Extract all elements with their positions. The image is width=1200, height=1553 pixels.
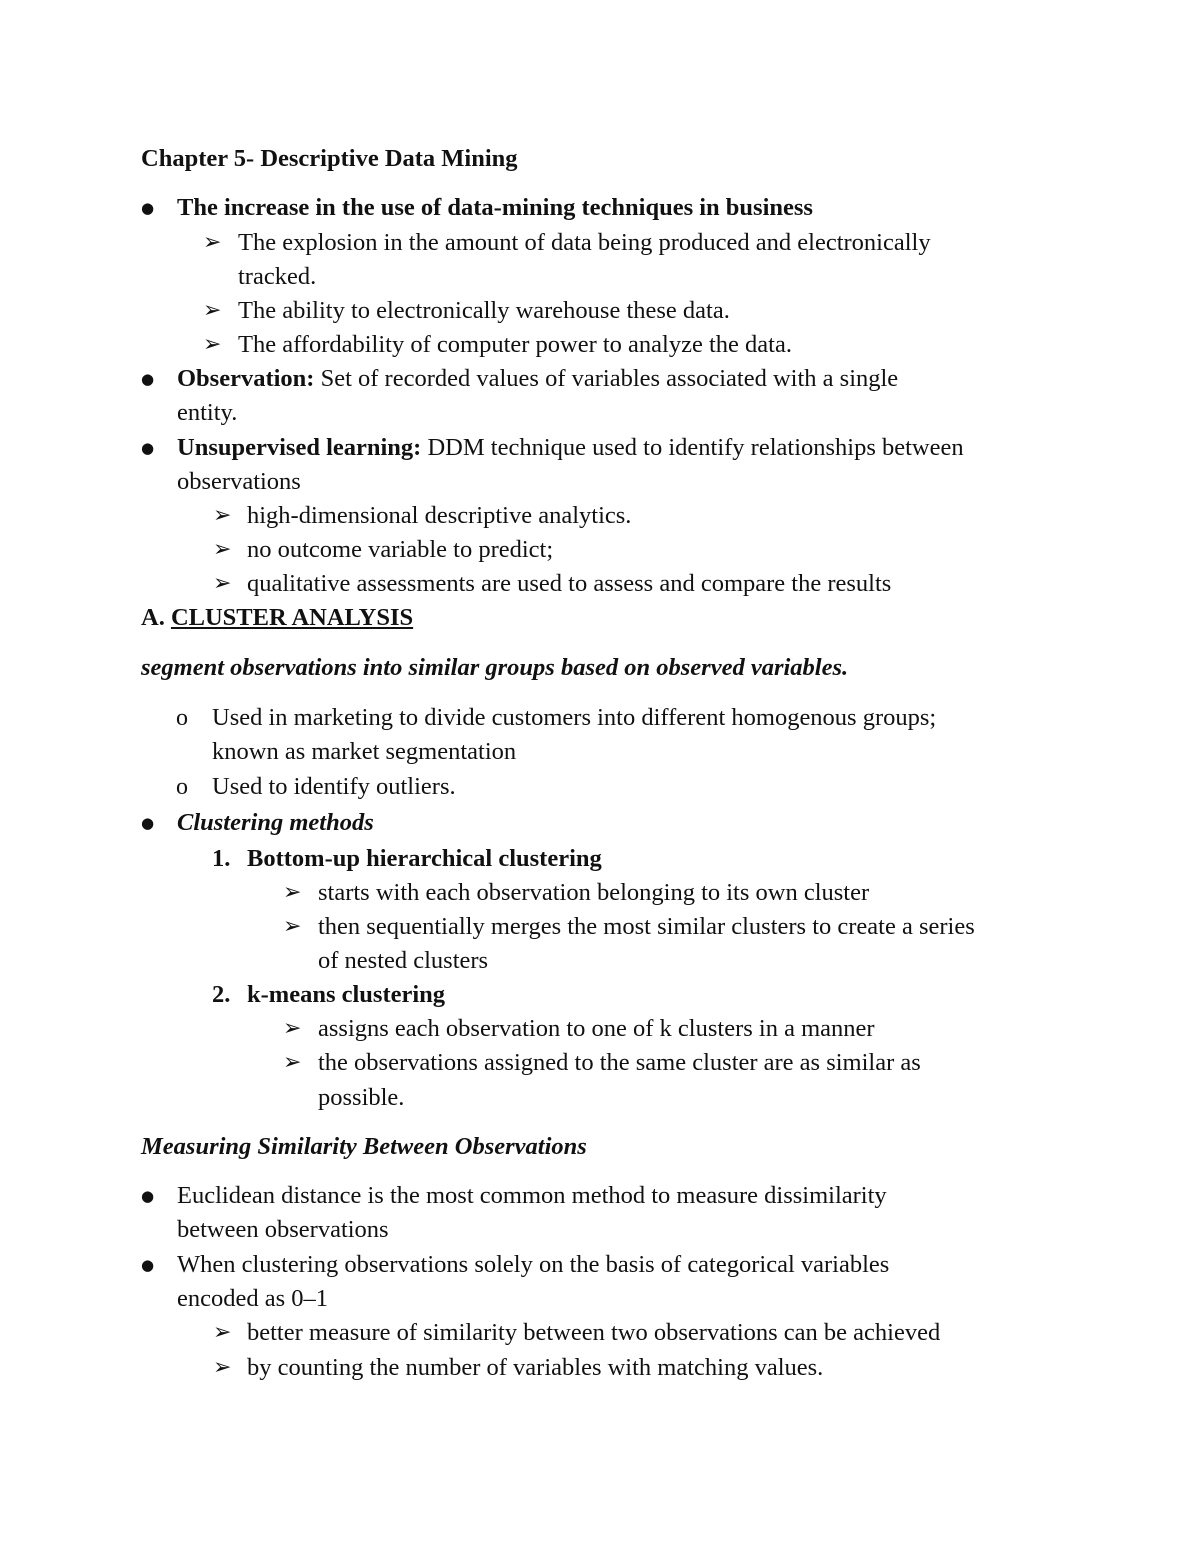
method-point: starts with each observation belonging to its own cluster [318,879,870,906]
unsupervised-point: no outcome variable to predict; [247,536,554,563]
method-point: assigns each observation to one of k clusters in a manner [318,1015,875,1042]
arrow-bullet-icon: ➢ [213,1320,232,1345]
observation-text: Set of recorded values of variables associated with a single [314,365,899,392]
similarity-bullet: Euclidean distance is the most common method to measure dissimilarity [177,1182,887,1209]
method-name: Bottom-up hierarchical clustering [247,845,602,872]
observation-definition [177,362,898,396]
page-title: Chapter 5- Descriptive Data Mining [141,145,518,172]
unsupervised-point: high-dimensional descriptive analytics. [247,502,632,529]
use-item: Used in marketing to divide customers into different homogenous groups; [212,704,937,731]
section-title: CLUSTER ANALYSIS [170,604,414,631]
bullet-icon: ● [141,370,155,388]
bullet-icon: ● [141,199,155,217]
intro-point: The explosion in the amount of data being produced and electronically [238,229,931,256]
unsupervised-point: qualitative assessments are used to assess and compare the results [247,570,892,597]
method-number: 2. [212,981,231,1008]
arrow-bullet-icon: ➢ [203,230,222,255]
unsupervised-term: Unsupervised learning: [177,434,422,461]
section-label: A. [141,604,165,631]
use-item: Used to identify outliers. [212,773,456,800]
observation-continuation: entity. [177,399,238,426]
arrow-bullet-icon: ➢ [283,914,302,939]
similarity-bullet-continuation: between observations [177,1216,389,1243]
arrow-bullet-icon: ➢ [283,1016,302,1041]
similarity-point: better measure of similarity between two observations can be achieved [247,1319,941,1346]
arrow-bullet-icon: ➢ [213,503,232,528]
bullet-icon: ● [141,1256,155,1274]
similarity-bullet-continuation: encoded as 0–1 [177,1285,329,1312]
intro-point: The ability to electronically warehouse these data. [238,297,730,324]
open-circle-bullet-icon: o [176,774,188,800]
intro-point-continuation: tracked. [238,263,317,290]
bullet-icon: ● [141,814,155,832]
arrow-bullet-icon: ➢ [283,1050,302,1075]
method-point-continuation: possible. [318,1084,405,1111]
arrow-bullet-icon: ➢ [213,1355,232,1380]
unsupervised-continuation: observations [177,468,301,495]
similarity-point: by counting the number of variables with matching values. [247,1354,824,1381]
bullet-icon: ● [141,439,155,457]
similarity-heading: Measuring Similarity Between Observations [141,1133,587,1160]
arrow-bullet-icon: ➢ [203,298,222,323]
similarity-bullet: When clustering observations solely on the basis of categorical variables [177,1251,890,1278]
method-name: k-means clustering [247,981,446,1008]
arrow-bullet-icon: ➢ [283,880,302,905]
section-a-heading [141,601,413,635]
intro-point: The affordability of computer power to analyze the data. [238,331,792,358]
unsupervised-definition [177,431,964,465]
use-item-continuation: known as market segmentation [212,738,517,765]
methods-heading: Clustering methods [177,809,374,836]
section-subtitle: segment observations into similar groups based on observed variables. [141,654,849,681]
open-circle-bullet-icon: o [176,705,188,731]
method-point: then sequentially merges the most similar clusters to create a series [318,913,975,940]
intro-heading: The increase in the use of data-mining techniques in business [177,194,813,221]
method-point: the observations assigned to the same cluster are as similar as [318,1049,921,1076]
method-point-continuation: of nested clusters [318,947,489,974]
arrow-bullet-icon: ➢ [213,571,232,596]
bullet-icon: ● [141,1187,155,1205]
method-number: 1. [212,845,231,872]
arrow-bullet-icon: ➢ [213,537,232,562]
unsupervised-text: DDM technique used to identify relationships between [421,434,964,461]
arrow-bullet-icon: ➢ [203,332,222,357]
observation-term: Observation: [177,365,315,392]
